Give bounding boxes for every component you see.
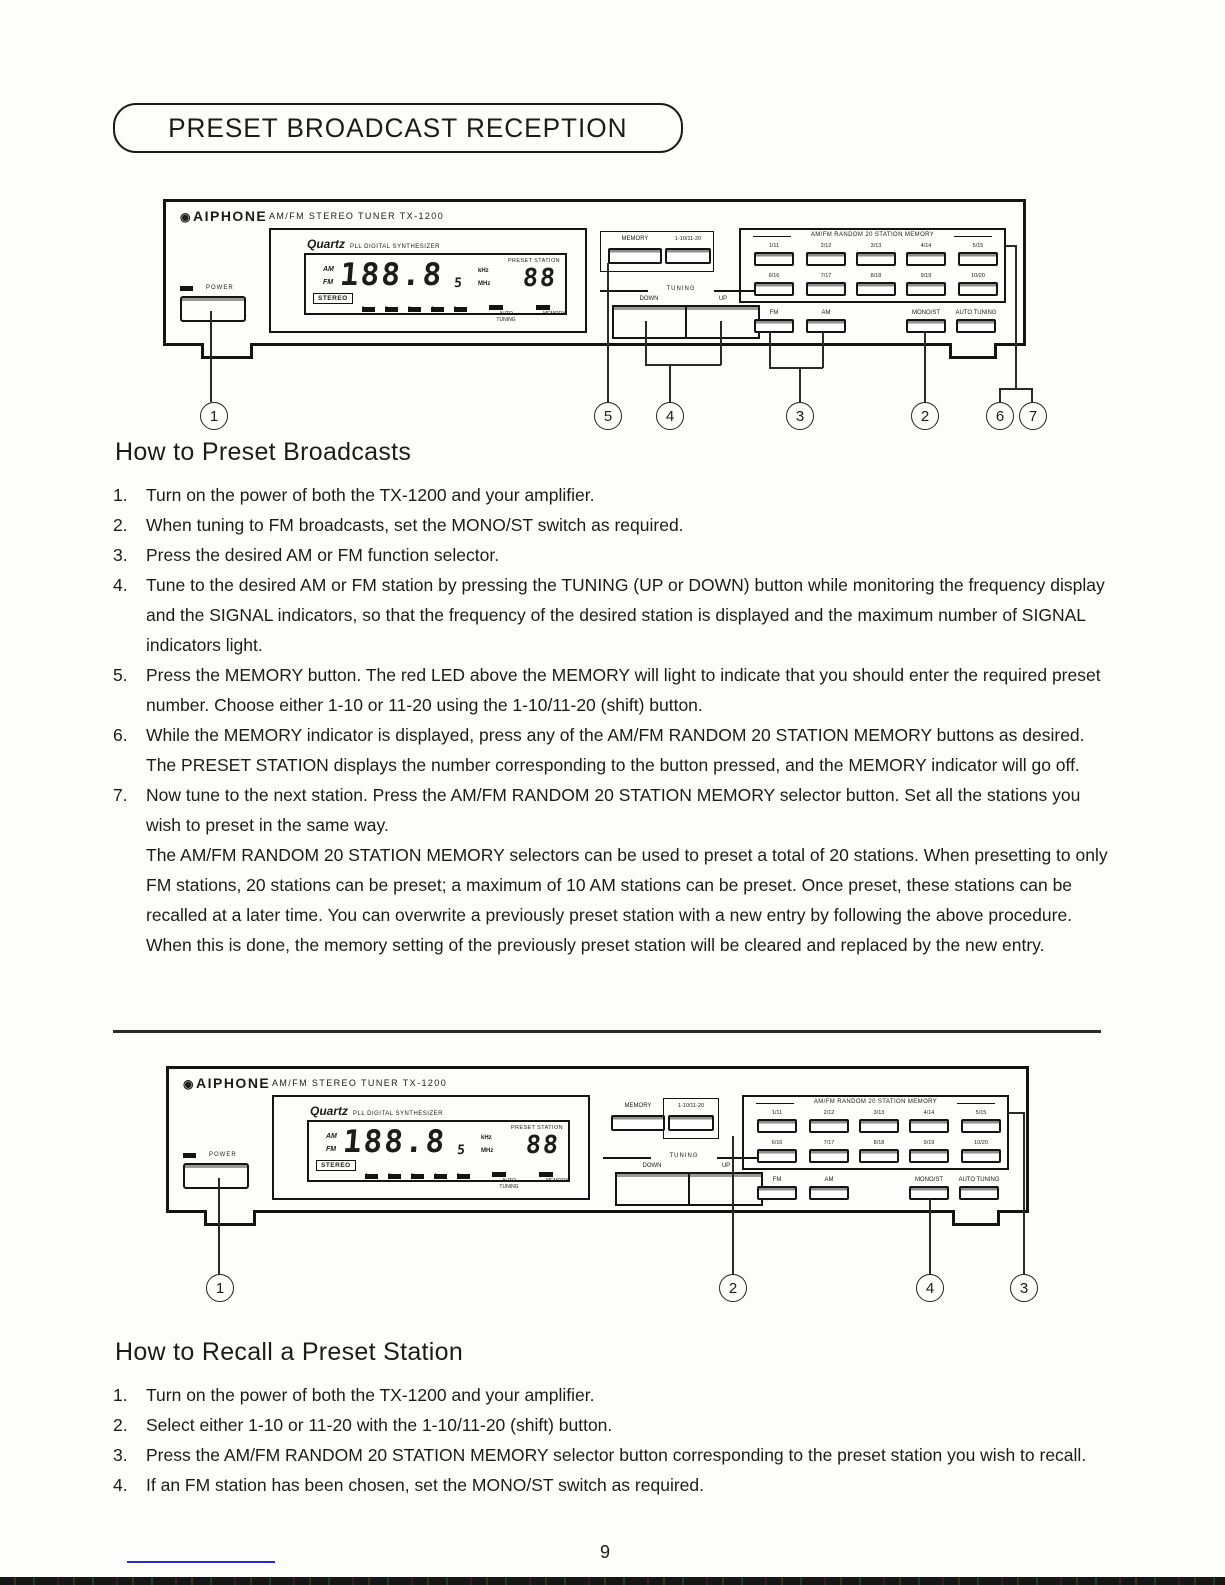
mono-st-switch: MONO/ST (904, 310, 948, 333)
callout-4: 4 (916, 1274, 944, 1302)
page-title: PRESET BROADCAST RECEPTION (168, 112, 628, 143)
preset-button-4-14: 4/14 (906, 243, 946, 266)
signal-bar (385, 307, 398, 312)
frequency-digits: 188.8 (338, 257, 445, 293)
memory-button (611, 1115, 665, 1131)
power-label: POWER (209, 1152, 237, 1158)
preset-button-8-18: 8/18 (856, 273, 896, 296)
callout-1: 1 (200, 402, 228, 430)
preset-button-7-17: 7/17 (806, 273, 846, 296)
preset-section (113, 438, 1108, 960)
model-text: AM/FM STEREO TUNER TX-1200 (269, 211, 445, 221)
list-item: 1. Turn on the power of both the TX-1200 and your amplifier. (113, 485, 595, 505)
list-item: 4. Tune to the desired AM or FM station by pressing the TUNING (UP or DOWN) button while monitoring the frequency display and the SIGNAL indicators, so that the frequency of the desired station is displayed and the maximum number of SIGNAL indicators light. (113, 575, 1105, 655)
tuning-up-button (685, 305, 760, 339)
callout-3: 3 (786, 402, 814, 430)
preset-button-5-15: 5/15 (961, 1110, 1001, 1133)
list-item: 5. Press the MEMORY button. The red LED above the MEMORY will light to indicate that you should enter the required preset number. Choose either 1-10 or 11-20 using the 1-10/11-20 (shift) button. (113, 665, 1101, 715)
memory-button-label: MEMORY (624, 1103, 652, 1109)
preset-button-10-20: 10/20 (961, 1140, 1001, 1163)
signal-bar (434, 1174, 447, 1179)
panel-foot (952, 1210, 1000, 1226)
stereo-indicator: STEREO (313, 293, 353, 304)
preset-button-7-17: 7/17 (809, 1140, 849, 1163)
tuning-label: TUNING (603, 1153, 765, 1159)
tuning-down-label: DOWN (642, 1163, 662, 1169)
display-window (272, 1095, 590, 1200)
preset-button-2-12: 2/12 (809, 1110, 849, 1133)
preset-station-digits: 88 (521, 263, 559, 292)
signal-bar (362, 307, 375, 312)
frequency-sub-digit: 5 (456, 1143, 466, 1158)
preset-button-9-19: 9/19 (906, 273, 946, 296)
khz-label: kHz (481, 1135, 492, 1141)
fm-selector: FM (752, 310, 796, 333)
preset-button-6-16: 6/16 (754, 273, 794, 296)
scan-edge-artifact (0, 1577, 1225, 1585)
frequency-sub-digit: 5 (453, 276, 463, 291)
tuning-up-label: UP (721, 1163, 731, 1169)
signal-bar (431, 307, 444, 312)
memory-button (608, 248, 662, 264)
random-memory-title: AM/FM RANDOM 20 STATION MEMORY (744, 1099, 1007, 1105)
callout-4: 4 (656, 402, 684, 430)
blue-underline (127, 1561, 275, 1563)
auto-tuning-button: AUTO TUNING (957, 1177, 1001, 1200)
shift-button-label: 1-10/11-20 (677, 1103, 705, 1109)
fm-selector: FM (755, 1177, 799, 1200)
mhz-label: MHz (481, 1148, 494, 1154)
mhz-label: MHz (478, 281, 491, 287)
preset-station-label: PRESET STATION (507, 258, 560, 264)
signal-bar (411, 1174, 424, 1179)
auto-tuning-button: AUTO TUNING (954, 310, 998, 333)
callout-2: 2 (719, 1274, 747, 1302)
recall-section (113, 1338, 1108, 1500)
am-band-indicator: AM (323, 266, 334, 273)
preset-station-digits: 88 (524, 1130, 562, 1159)
list-item: 4. If an FM station has been chosen, set the MONO/ST switch as required. (113, 1475, 704, 1495)
list-item: 3. Press the desired AM or FM function selector. (113, 545, 500, 565)
tuning-label: TUNING (600, 286, 762, 292)
random-memory-title: AM/FM RANDOM 20 STATION MEMORY (741, 232, 1004, 238)
panel-foot (949, 343, 997, 359)
tuning-up-label: UP (718, 296, 728, 302)
signal-bar (365, 1174, 378, 1179)
preset-button-1-11: 1/11 (757, 1110, 797, 1133)
brand-text: AIPHONE (192, 208, 268, 224)
list-item: 2. When tuning to FM broadcasts, set the MONO/ST switch as required. (113, 515, 684, 535)
callout-7: 7 (1019, 402, 1047, 430)
tuning-down-button (612, 305, 687, 339)
signal-bar (408, 307, 421, 312)
list-item: 6. While the MEMORY indicator is displayed, press any of the AM/FM RANDOM 20 STATION MEMORY buttons as desired. The PRESET STATION displays the number corresponding to the button pressed, and the MEMORY indicator will go off. (113, 725, 1085, 775)
frequency-digits: 188.8 (341, 1124, 448, 1160)
shift-button (665, 248, 711, 264)
aiphone-logo-icon: ◉ (180, 210, 192, 224)
preset-button-5-15: 5/15 (958, 243, 998, 266)
aiphone-logo (183, 1075, 271, 1091)
fm-band-indicator: FM (323, 279, 334, 286)
callout-5: 5 (594, 402, 622, 430)
tuning-up-button (688, 1172, 763, 1206)
aiphone-logo (180, 208, 268, 224)
display-window (269, 228, 587, 333)
am-band-indicator: AM (326, 1133, 337, 1140)
signal-bar (454, 307, 467, 312)
am-selector: AM (807, 1177, 851, 1200)
fm-band-indicator: FM (326, 1146, 337, 1153)
preset-button-2-12: 2/12 (806, 243, 846, 266)
panel-foot (204, 1210, 256, 1226)
list-item: 7. Now tune to the next station. Press the AM/FM RANDOM 20 STATION MEMORY selector button. Set all the stations you wish to preset in the same way. (113, 785, 1081, 835)
memory-indicator: MEMORY (523, 305, 563, 311)
power-mark (180, 286, 193, 291)
tuner-front-panel (166, 1066, 1029, 1213)
model-text: AM/FM STEREO TUNER TX-1200 (272, 1078, 448, 1088)
tuning-down-label: DOWN (639, 296, 659, 302)
preset-button-3-13: 3/13 (856, 243, 896, 266)
figure-preset (163, 199, 1048, 439)
aiphone-logo-icon: ◉ (183, 1077, 195, 1091)
random-memory-box (742, 1095, 1009, 1170)
section-divider (113, 1030, 1101, 1033)
preset-button-9-19: 9/19 (909, 1140, 949, 1163)
am-selector: AM (804, 310, 848, 333)
power-label: POWER (206, 285, 234, 291)
list-item: 1. Turn on the power of both the TX-1200 and your amplifier. (113, 1385, 595, 1405)
signal-bar (388, 1174, 401, 1179)
callout-1: 1 (206, 1274, 234, 1302)
lcd-display (307, 1120, 570, 1190)
preset-paragraph: The AM/FM RANDOM 20 STATION MEMORY selectors can be used to preset a total of 20 stations. When presetting to only FM stations, 20 stations can be preset; a maximum of 10 AM stations can be preset. Once preset, these stations can be recalled at a later time. You can overwrite a previously preset station with a new entry by following the above procedure. When this is done, the memory setting of the previously preset station will be cleared and replaced by the new entry. (146, 845, 1108, 955)
random-memory-box (739, 228, 1006, 303)
figure-recall (166, 1066, 1051, 1311)
callout-2: 2 (911, 402, 939, 430)
tuner-front-panel (163, 199, 1026, 346)
khz-label: kHz (478, 268, 489, 274)
power-button (180, 296, 246, 322)
signal-bar (457, 1174, 470, 1179)
panel-foot (201, 343, 253, 359)
quartz-label: Quartz PLL DIGITAL SYNTHESIZER (307, 237, 440, 251)
lcd-display (304, 253, 567, 323)
quartz-label: Quartz PLL DIGITAL SYNTHESIZER (310, 1104, 443, 1118)
preset-button-3-13: 3/13 (859, 1110, 899, 1133)
list-item: 3. Press the AM/FM RANDOM 20 STATION MEMORY selector button corresponding to the preset station you wish to recall. (113, 1445, 1087, 1465)
section-title-box (113, 103, 683, 153)
page-number: 9 (599, 1542, 610, 1562)
shift-button (668, 1115, 714, 1131)
mono-st-switch: MONO/ST (907, 1177, 951, 1200)
memory-indicator: MEMORY (526, 1172, 566, 1178)
power-button (183, 1163, 249, 1189)
tuning-down-button (615, 1172, 690, 1206)
preset-button-4-14: 4/14 (909, 1110, 949, 1133)
list-item: 2. Select either 1-10 or 11-20 with the 1-10/11-20 (shift) button. (113, 1415, 613, 1435)
preset-heading: How to Preset Broadcasts (115, 438, 412, 466)
callout-6: 6 (986, 402, 1014, 430)
preset-button-10-20: 10/20 (958, 273, 998, 296)
memory-button-label: MEMORY (621, 236, 649, 242)
preset-button-1-11: 1/11 (754, 243, 794, 266)
auto-tuning-indicator: AUTO TUNING (476, 305, 516, 311)
power-mark (183, 1153, 196, 1158)
preset-station-label: PRESET STATION (510, 1125, 563, 1131)
preset-button-8-18: 8/18 (859, 1140, 899, 1163)
shift-button-label: 1-10/11-20 (674, 236, 702, 242)
auto-tuning-indicator: AUTO TUNING (479, 1172, 519, 1178)
recall-heading: How to Recall a Preset Station (115, 1338, 464, 1366)
preset-button-6-16: 6/16 (757, 1140, 797, 1163)
stereo-indicator: STEREO (316, 1160, 356, 1171)
callout-3: 3 (1010, 1274, 1038, 1302)
brand-text: AIPHONE (195, 1075, 271, 1091)
